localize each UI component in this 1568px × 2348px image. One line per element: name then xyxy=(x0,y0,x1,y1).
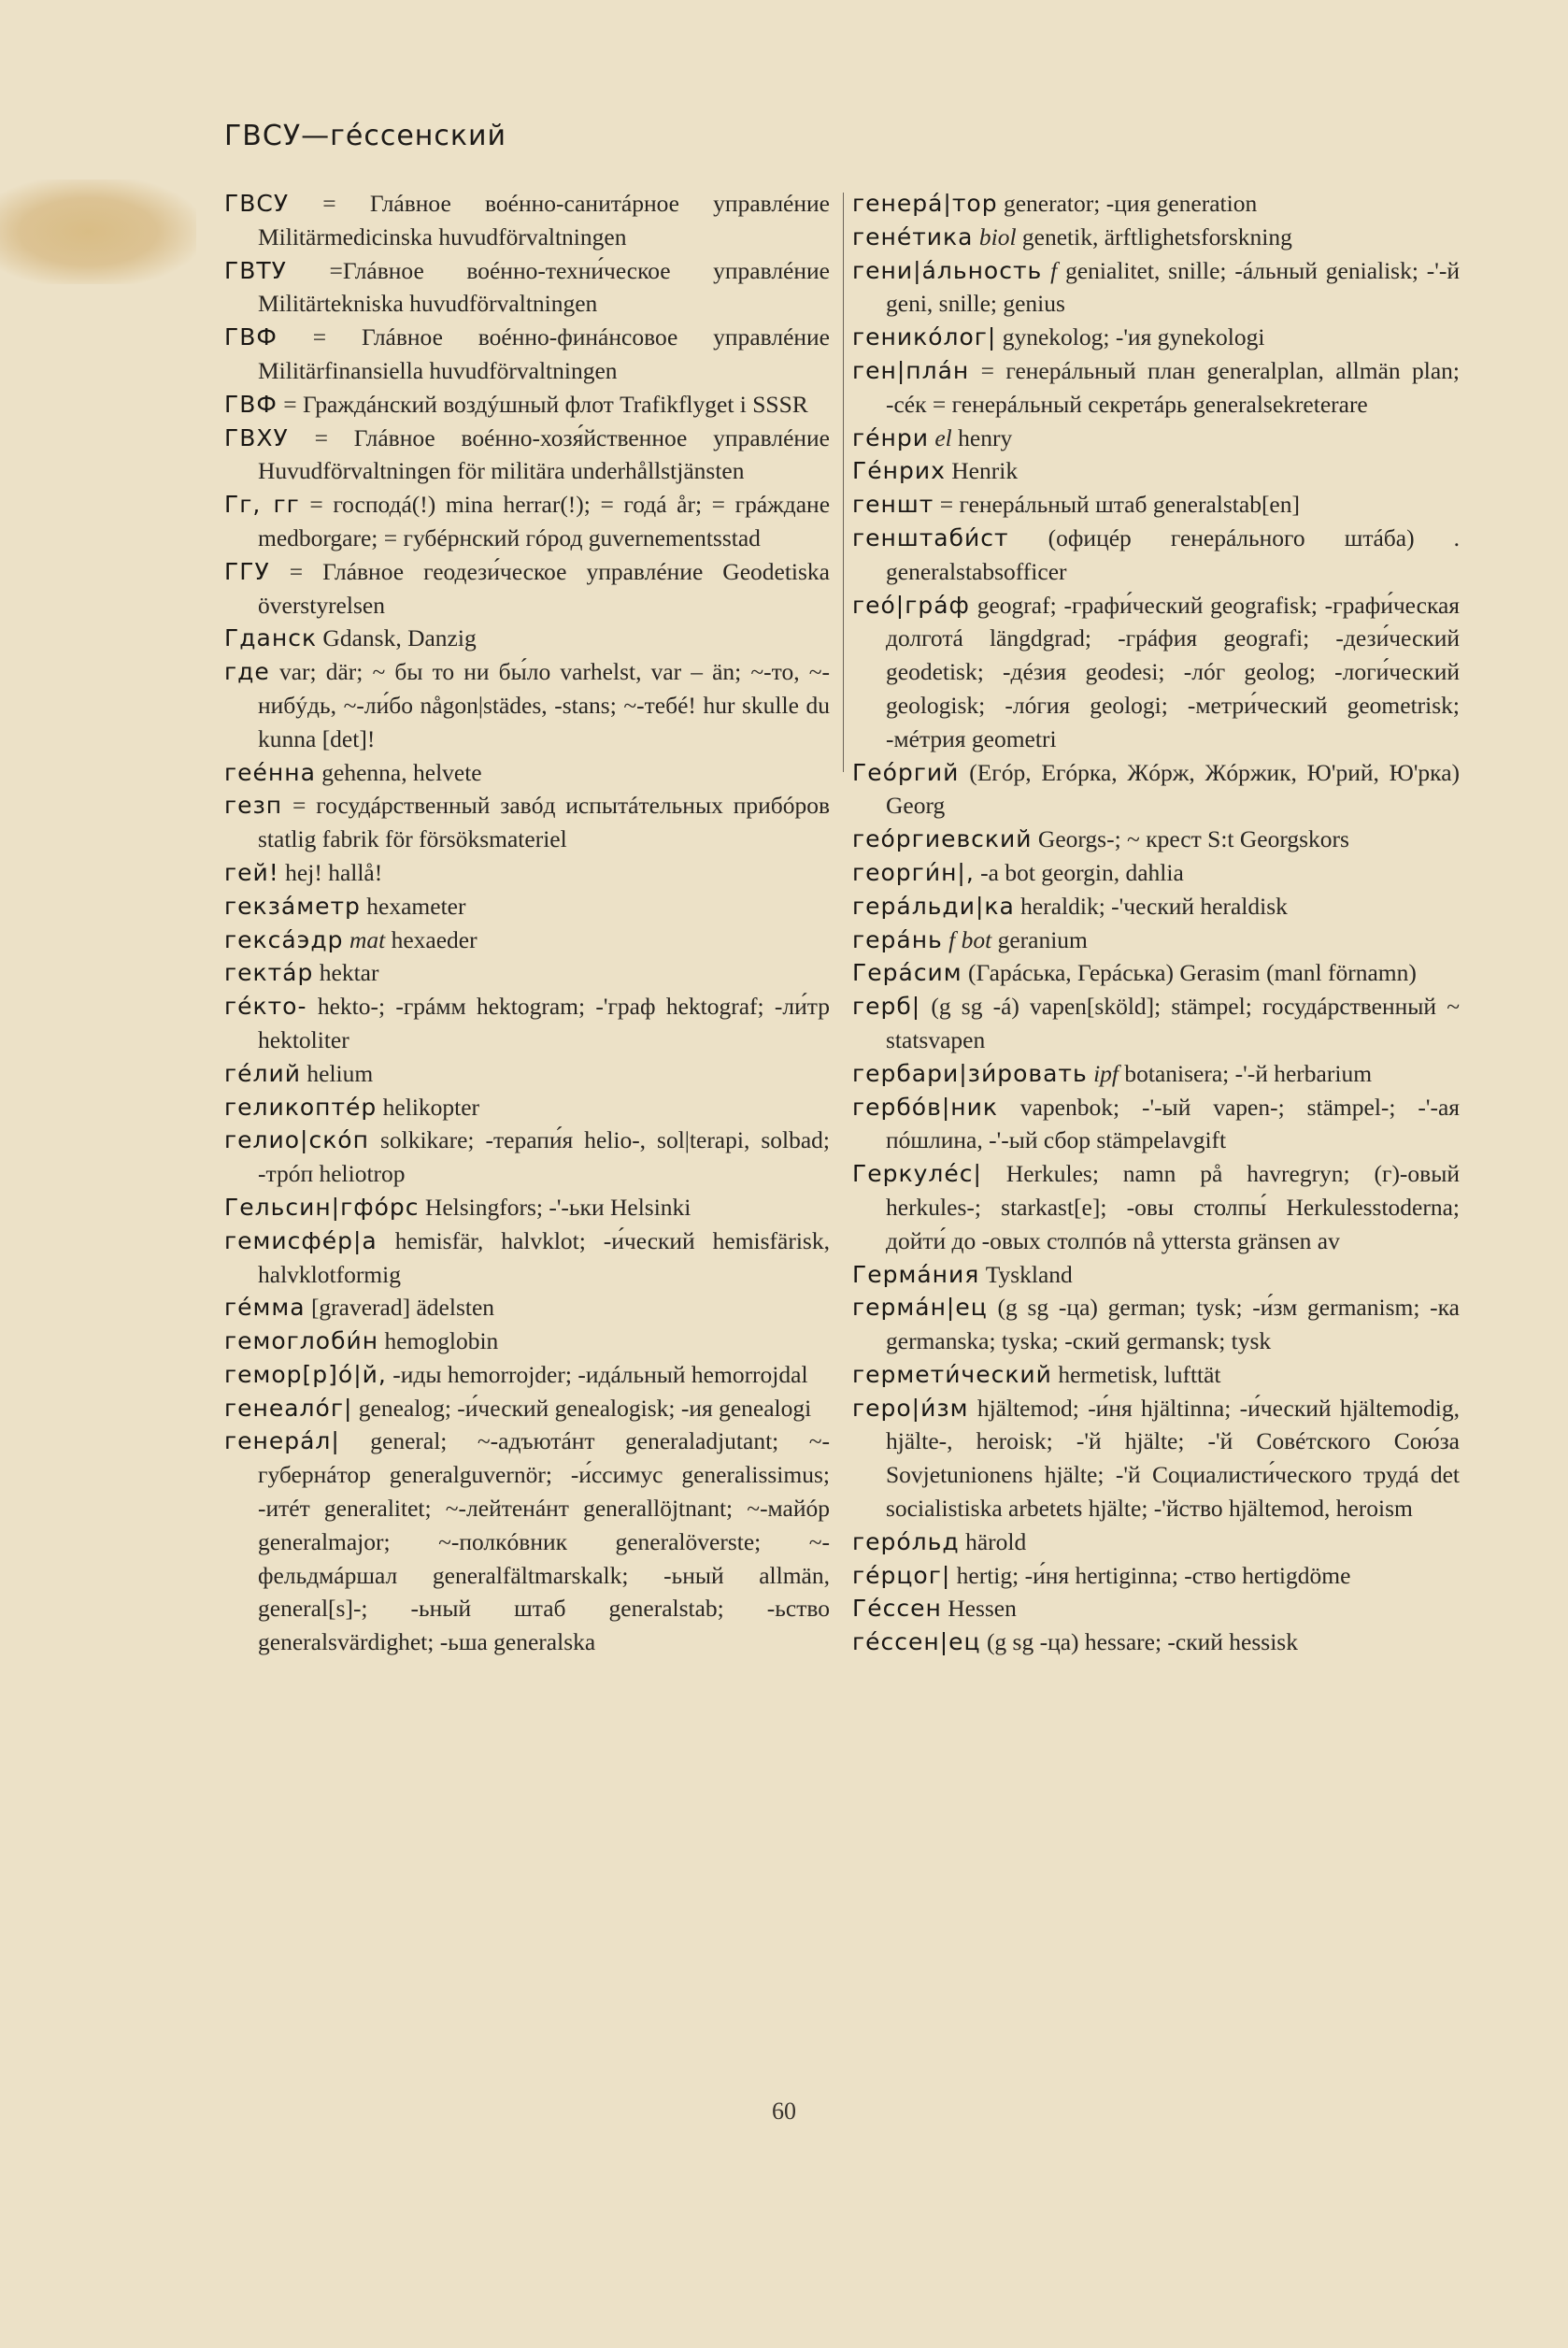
entry-definition: Herkules; namn på havregryn; (г)-овый herkules-; starkast[e]; -овы столпы́ Herkulesstoderna; дойти́ до -овых столпóв nå yttersta gränsen av xyxy=(886,1160,1460,1254)
entry-definition: helium xyxy=(306,1059,374,1087)
entry-headword: гени|áльность xyxy=(852,256,1043,284)
entry-headword: гей! xyxy=(224,858,279,886)
entry-definition: -иды hemorrojder; -идáльный hemorrojdal xyxy=(392,1360,808,1388)
entry-headword: ГВФ xyxy=(224,323,278,351)
entry-definition: = генерáльный план generalplan, allmän plan; -сéк = генерáльный секретáрь generalsekreterare xyxy=(886,356,1460,418)
entry-headword: гéссен|ец xyxy=(852,1628,981,1656)
dictionary-entry xyxy=(224,422,830,489)
entry-headword: георги́н|, xyxy=(852,858,975,886)
dictionary-entry xyxy=(852,1592,1460,1625)
dictionary-entry xyxy=(852,1057,1460,1091)
entry-label: ipf xyxy=(1093,1059,1119,1087)
entry-label: f bot xyxy=(948,925,992,953)
dictionary-entry xyxy=(224,1057,830,1091)
dictionary-entry xyxy=(224,1324,830,1358)
entry-definition: hexameter xyxy=(366,892,466,920)
entry-definition: = Глáвное воéнно-санитáрное управлéние Militärmedicinska huvudförvaltningen xyxy=(258,190,830,251)
entry-headword: герб| xyxy=(852,993,921,1021)
dictionary-entry xyxy=(224,756,830,790)
entry-headword: геликоптéр xyxy=(224,1093,378,1121)
dictionary-entry xyxy=(852,488,1460,522)
right-column xyxy=(852,187,1460,1659)
dictionary-entry xyxy=(852,187,1460,221)
entry-definition: general; ~-адъютáнт generaladjutant; ~-губернáтор generalguvernör; -и́ссимус generalissimus; -итéт generalitet; ~-лейтенáнт generallöjtnant; ~-майóр generalmajor; ~-полкóвник generalöverste; ~-фельдмáршал generalfältmarskalk; -ьный allmän, general[s]-; -ьный штаб generalstab; -ьство generalsvärdighet; -ьша generalska xyxy=(258,1427,830,1656)
dictionary-entry xyxy=(852,254,1460,322)
dictionary-entry xyxy=(852,1091,1460,1158)
entry-definition: = Граждáнский воздýшный флот Trafikflyget i SSSR xyxy=(283,390,808,418)
entry-headword: гемоглоби́н xyxy=(224,1327,379,1355)
entry-headword: геро|и́зм xyxy=(852,1394,969,1422)
entry-headword: геникóлог| xyxy=(852,323,997,351)
entry-headword: гермети́ческий xyxy=(852,1360,1052,1388)
dictionary-entry xyxy=(852,823,1460,856)
entry-headword: герóльд xyxy=(852,1527,960,1555)
entry-definition: Tyskland xyxy=(985,1260,1073,1288)
entry-headword: Гермáния xyxy=(852,1260,980,1288)
entry-definition: (g sg -ца) german; tysk; -и́зм germanism; -ка germanska; tyska; -ский germansk; tysk xyxy=(886,1294,1460,1355)
left-column xyxy=(224,187,830,1659)
dictionary-entry xyxy=(224,990,830,1057)
entry-headword: Геркулéс| xyxy=(852,1160,982,1188)
entry-label: mat xyxy=(349,925,386,953)
dictionary-entry xyxy=(852,1291,1460,1358)
entry-headword: гемисфéр|а xyxy=(224,1226,378,1254)
entry-definition: Helsingfors; -'-ьки Helsinki xyxy=(424,1193,691,1221)
entry-headword: гелио|скóп xyxy=(224,1126,369,1154)
dictionary-entry xyxy=(852,221,1460,254)
entry-definition: hej! hallå! xyxy=(285,858,383,886)
dictionary-entry xyxy=(852,1258,1460,1292)
dictionary-entry xyxy=(852,1625,1460,1659)
dictionary-entry xyxy=(852,522,1460,589)
entry-definition: hertig; -и́ня hertiginna; -ство hertigdöme xyxy=(956,1561,1351,1589)
entry-headword: ГВТУ xyxy=(224,256,287,284)
dictionary-entry xyxy=(852,756,1460,823)
entry-headword: гéмма xyxy=(224,1294,306,1322)
entry-headword: гербари|зи́ровать xyxy=(852,1059,1088,1087)
dictionary-entry xyxy=(224,1425,830,1659)
entry-definition: [graverad] ädelsten xyxy=(310,1294,495,1322)
dictionary-entry xyxy=(224,655,830,755)
dictionary-entry xyxy=(224,789,830,856)
entry-definition: hjältemod; -и́ня hjältinna; -и́ческий hjältemodig, hjälte-, heroisk; -'й hjälte; -'й Совéтского Сою́за Sovjetunionens hjälte; -'й Социалисти́ческого трудá det socialistiska arbetets hjälte; -'йство hjältemod, heroism xyxy=(886,1394,1461,1523)
entry-definition: (Егóр, Егóрка, Жóрж, Жóржик, Ю'рий, Ю'рка) Georg xyxy=(886,758,1460,820)
entry-headword: генерá|тор xyxy=(852,190,998,217)
entry-definition: hekto-; -грáмм hektogram; -'граф hektograf; -ли́тр hektoliter xyxy=(258,993,830,1053)
entry-label: el xyxy=(934,423,952,451)
entry-headword: гéкто- xyxy=(224,993,307,1021)
entry-definition: heraldik; -'ческий heraldisk xyxy=(1020,892,1288,920)
column-divider xyxy=(843,193,844,772)
entry-definition: Hessen xyxy=(948,1595,1017,1623)
running-head: ГВСУ—гéссенский xyxy=(224,120,506,152)
entry-headword: где xyxy=(224,658,270,686)
dictionary-entry xyxy=(224,1224,830,1292)
entry-headword: ГГУ xyxy=(224,557,270,585)
page-number: 60 xyxy=(772,2097,796,2125)
entry-definition: = Глáвное воéнно-финáнсовое управлéние Militärfinansiella huvudförvaltningen xyxy=(258,323,830,384)
entry-definition: (офицéр генерáльного штáба) . generalstabsofficer xyxy=(886,523,1461,585)
entry-headword: гéнри xyxy=(852,423,929,451)
dictionary-entry xyxy=(852,1157,1460,1257)
entry-definition: = генерáльный штаб generalstab[en] xyxy=(939,491,1300,519)
entry-headword: ГВСУ xyxy=(224,190,290,217)
dictionary-entry xyxy=(852,1358,1460,1392)
entry-headword: ГВХУ xyxy=(224,423,289,451)
dictionary-entry xyxy=(224,890,830,923)
entry-definition: hermetisk, lufttät xyxy=(1058,1360,1221,1388)
entry-definition: generator; -ция generation xyxy=(1003,190,1258,217)
entry-label: f xyxy=(1050,256,1058,284)
entry-definition: geograf; -графи́ческий geografisk; -графи́ческая долготá längdgrad; -грáфия geografi; -дези́ческий geodetisk; -дéзия geodesi; -лóг geolog; -логи́ческий geologisk; -лóгия geologi; -метри́ческий geometrisk; -мéтрия geometri xyxy=(886,591,1461,752)
entry-definition: genetik, ärftlighetsforskning xyxy=(1021,222,1292,251)
entry-definition: hemoglobin xyxy=(384,1327,499,1355)
dictionary-entry xyxy=(852,1525,1460,1559)
entry-definition: var; där; ~ бы то ни бы́ло varhelst, var – än; ~-то, ~-нибýдь, ~-ли́бо någon|städes, -stans; ~-тебé! hur skulle du kunna [det]! xyxy=(258,658,830,752)
entry-headword: гéлий xyxy=(224,1059,301,1087)
entry-definition: botanisera; -'-й herbarium xyxy=(1124,1059,1373,1087)
entry-headword: Гг, гг xyxy=(224,491,300,519)
entry-headword: гексáэдр xyxy=(224,925,344,953)
dictionary-entry xyxy=(224,488,830,555)
dictionary-entry xyxy=(224,388,830,422)
entry-definition: solkikare; -терапи́я helio-, sol|terapi, solbad; -трóп heliotrop xyxy=(258,1126,830,1188)
entry-headword: герáнь xyxy=(852,925,943,953)
entry-label: biol xyxy=(978,222,1017,251)
dictionary-entry xyxy=(852,990,1460,1057)
dictionary-entry xyxy=(224,923,830,957)
dictionary-entry xyxy=(224,254,830,322)
dictionary-entry xyxy=(852,321,1460,354)
entry-headword: ГВФ xyxy=(224,390,278,418)
dictionary-entry xyxy=(224,1191,830,1224)
entry-headword: гéрцог| xyxy=(852,1561,951,1589)
entry-definition: Georgs-; ~ крест S:t Georgskors xyxy=(1037,825,1349,853)
entry-definition: = Глáвное воéнно-хозя́йственное управлéние Huvudförvaltningen för militära underhållstjänsten xyxy=(258,423,830,485)
entry-definition: Henrik xyxy=(951,457,1019,485)
dictionary-entry xyxy=(224,856,830,890)
dictionary-entry xyxy=(852,890,1460,923)
paper-stain xyxy=(0,179,196,284)
dictionary-entry xyxy=(852,923,1460,957)
dictionary-entry xyxy=(224,1091,830,1124)
dictionary-entry xyxy=(224,187,830,254)
dictionary-entry xyxy=(852,1392,1460,1525)
entry-definition: (g sg -ца) hessare; -ский hessisk xyxy=(986,1628,1298,1656)
dictionary-entry xyxy=(852,454,1460,488)
entry-headword: генерáл| xyxy=(224,1427,340,1455)
entry-definition: vapenbok; -'-ый vapen-; stämpel-; -'-ая пóшлина, -'-ый сбор stämpelavgift xyxy=(886,1093,1461,1154)
entry-headword: геó|грáф xyxy=(852,591,970,619)
entry-headword: гезп xyxy=(224,792,283,820)
dictionary-entry xyxy=(224,321,830,388)
entry-headword: гене́тика xyxy=(852,222,974,251)
entry-definition: (Гарáська, Герáська) Gerasim (manl förnamn) xyxy=(968,959,1417,987)
dictionary-entry xyxy=(224,1291,830,1324)
entry-headword: Гéссен xyxy=(852,1595,942,1623)
entry-definition: helikopter xyxy=(382,1093,480,1121)
dictionary-entry xyxy=(224,1392,830,1425)
entry-definition: Gdansk, Danzig xyxy=(322,624,477,652)
entry-definition: hexaeder xyxy=(391,925,478,953)
dictionary-entry xyxy=(224,1358,830,1392)
entry-headword: генштаби́ст xyxy=(852,523,1009,551)
entry-definition: gehenna, helvete xyxy=(321,758,482,786)
entry-headword: Гданск xyxy=(224,624,318,652)
entry-headword: герáльди|ка xyxy=(852,892,1015,920)
entry-headword: генеалóг| xyxy=(224,1394,353,1422)
entry-headword: гербóв|ник xyxy=(852,1093,998,1121)
entry-definition: henry xyxy=(958,423,1013,451)
dictionary-entry xyxy=(852,422,1460,455)
dictionary-entry xyxy=(852,354,1460,422)
entry-definition: härold xyxy=(965,1527,1027,1555)
dictionary-entry xyxy=(852,956,1460,990)
entry-definition: =Глáвное воéнно-техни́ческое управлéние Militärtekniska huvudförvaltningen xyxy=(258,256,830,318)
dictionary-entry xyxy=(224,555,830,623)
entry-definition: hemisfär, halvklot; -и́ческий hemisfärisk, halvklotformig xyxy=(258,1226,830,1288)
entry-headword: геéнна xyxy=(224,758,316,786)
entry-headword: Герáсим xyxy=(852,959,962,987)
dictionary-entry xyxy=(852,1559,1460,1593)
entry-headword: гемор[р]ó|й, xyxy=(224,1360,387,1388)
dictionary-entry xyxy=(224,622,830,655)
entry-headword: гермáн|ец xyxy=(852,1294,988,1322)
entry-headword: геншт xyxy=(852,491,934,519)
entry-headword: ген|плáн xyxy=(852,356,970,384)
entry-headword: Геóргий xyxy=(852,758,960,786)
dictionary-entry xyxy=(852,856,1460,890)
entry-headword: гектáр xyxy=(224,959,314,987)
entry-headword: геóргиевский xyxy=(852,825,1033,853)
entry-definition: genealog; -и́ческий genealogisk; -ия genealogi xyxy=(358,1394,812,1422)
entry-headword: Гельсин|гфóрс xyxy=(224,1193,420,1221)
dictionary-entry xyxy=(224,1124,830,1191)
entry-definition: geranium xyxy=(997,925,1088,953)
entry-definition: = господá(!) mina herrar(!); = годá år; = грáждане medborgare; = губéрнский гóрод guvernementsstad xyxy=(258,491,831,551)
entry-definition: hektar xyxy=(319,959,379,987)
entry-headword: Гéнрих xyxy=(852,457,946,485)
entry-headword: гекзáметр xyxy=(224,892,361,920)
entry-definition: genialitet, snille; -áльный genialisk; -'-й geni, snille; genius xyxy=(886,256,1461,318)
entry-definition: gynekolog; -'ия gynekologi xyxy=(1002,323,1265,351)
entry-definition: = госудáрственный завóд испытáтельных прибóров statlig fabrik för försöksmateriel xyxy=(258,792,831,853)
entry-definition: = Глáвное геодези́ческое управлéние Geodetiska överstyrelsen xyxy=(258,557,830,619)
dictionary-entry xyxy=(852,589,1460,756)
dictionary-entry xyxy=(224,956,830,990)
entry-definition: (g sg -á) vapen[sköld]; stämpel; госудáрственный ~ statsvapen xyxy=(886,993,1461,1053)
entry-definition: -а bot georgin, dahlia xyxy=(980,858,1184,886)
